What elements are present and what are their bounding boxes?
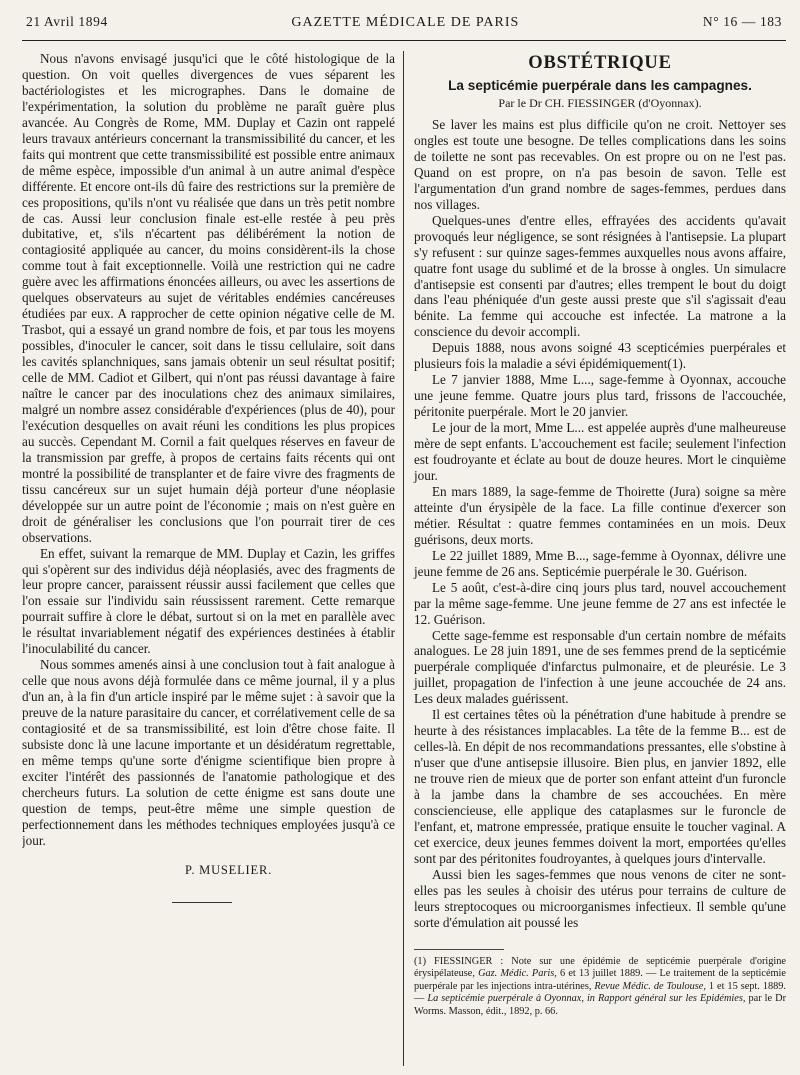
- left-column: [22, 51, 403, 1066]
- paragraph: Cette sage-femme est responsable d'un certain nombre de méfaits analogues. Le 28 juin 1891, une de ses femmes prend de la septicémie puerpérale compliquée d'infarctus pulmonaire, et de pleurésie. Le 3 juillet, propagation de l'infection à une jeune accouchée de 24 ans. Les deux malades guérissent.: [414, 627, 786, 707]
- issue-date: 21 Avril 1894: [26, 14, 108, 29]
- footnote-rule: [414, 949, 504, 950]
- paragraph: Le 7 janvier 1888, Mme L..., sage-femme à Oyonnax, accouche une jeune femme. Quatre jours plus tard, frissons de l'accouchée, péritonite puerpérale. Mort le 20 janvier.: [414, 372, 786, 420]
- paragraph: Le 5 août, c'est-à-dire cinq jours plus tard, nouvel accouchement par la même sage-femme. Une jeune femme de 27 ans est infectée le 12. Guérison.: [414, 579, 786, 627]
- footnote-text: par le Dr Worms. Masson, édit., 1892, p. 66.: [414, 993, 786, 1017]
- issue-page-number: N° 16 — 183: [702, 14, 782, 29]
- columns: [22, 51, 786, 1066]
- paragraph: Se laver les mains est plus difficile qu'on ne croit. Nettoyer ses ongles est toute une besogne. De telles complications dans les soins de toilette ne sont pas recevables. On est propre ou on ne l'est pas. Quand on est propre, on n'a pas besoin de savon. Telle est l'argumentation d'un grand nombre de sages-femmes, perdues dans nos villages.: [414, 117, 786, 212]
- paragraph: Nous sommes amenés ainsi à une conclusion tout à fait analogue à celle que nous avons déjà formulée dans ce même journal, il y a plus d'un an, à la fin d'un article inspiré par le même sujet : à savoir que la preuve de la nature parasitaire du cancer, et corrélativement celle de sa contagiosité et de sa transmissibilité, est loin d'être chose faite. Il subsiste donc là une lacune importante et un désidératum regrettable, en même temps qu'une sorte d'énigme scientifique bien propre à exciter l'intérêt des passionnés de l'anatomie pathologique et des chercheurs futurs. La solution de cette énigme est sans doute une question de temps, peut-être même une simple question de perfectionnement dans les méthodes techniques employées jusqu'à ce jour.: [22, 657, 395, 848]
- footnote-text: (1) FIESSINGER : Note sur une épidémie de septicémie puerpérale d'origine érysipélateuse,: [414, 955, 786, 980]
- paragraph: Le 22 juillet 1889, Mme B..., sage-femme à Oyonnax, délivre une jeune femme de 26 ans. Septicémie puerpérale le 30. Guérison.: [414, 547, 786, 579]
- footnote-ref: Revue Médic. de Toulouse,: [594, 980, 706, 992]
- paragraph: En effet, suivant la remarque de MM. Duplay et Cazin, les griffes qui s'opèrent sur des individus déjà néoplasiés, avec des fragments de leur propre cancer, paraissent réussir aussi facilement que celles que l'on essaie sur l'individu sain réussissent rarement. Cette remarque pourrait suffire à clore le débat, surtout si on la met en parallèle avec le résultat invariablement négatif des expériences destinées à établir l'inoculabilité du cancer.: [22, 545, 395, 657]
- paragraph: En mars 1889, la sage-femme de Thoirette (Jura) soigne sa mère atteinte d'un érysipèle de la face. La fille continue d'exercer son métier. Résultat : quatre femmes contaminées en un mois. Deux guérisons, deux morts.: [414, 483, 786, 547]
- page-header: [22, 14, 786, 41]
- article-title: La septicémie puerpérale dans les campagnes.: [448, 78, 752, 93]
- paragraph: Le jour de la mort, Mme L... est appelée auprès d'une malheureuse mère de sept enfants. L'accouchement est facile; seulement l'infection est foudroyante et éclate au bout de douze heures. Mort le cinquième jour.: [414, 420, 786, 483]
- author-signature: P. MUSELIER.: [184, 862, 273, 877]
- end-rule: [172, 902, 232, 903]
- article-byline: Par le Dr CH. FIESSINGER (d'Oyonnax).: [498, 96, 702, 110]
- footnote-text: 1 et 15 sept. 1889. —: [414, 980, 786, 1005]
- paragraph: Quelques-unes d'entre elles, effrayées des accidents qu'avait provoqués leur négligence, se sont résignées à l'antisepsie. La plupart s'y refusent : sur quinze sages-femmes auxquelles nous avons affaire, quatre font usage du sublimé et de la brosse à ongles. Un simulacre d'antisepsie est consenti par d'autres; elles trempent le bout du doigt dans l'eau phéniquée d'un geste aussi preste que s'il s'agissait d'eau bénite. La femme qui accouche est infectée. La matrone a la conscience du devoir accompli.: [414, 212, 786, 340]
- paragraph: Nous n'avons envisagé jusqu'ici que le côté histologique de la question. On voit quelles divergences de vues séparent les bactériologistes et les micrographes. Dans le domaine de l'expérimentation, la solution du problème ne paraît guère plus avancée. Au Congrès de Rome, MM. Duplay et Cazin ont rappelé leurs travaux antérieurs concernant la transmissibilité du cancer, et les faits qui montrent que cette transmissibilité est possible entre animaux de même espèce, impossible d'un animal à un autre animal d'espèce différente. Et encore ont-ils dû faire des restrictions sur la première de ces propositions, qu'ils n'ont vu réalisée que dans un très petit nombre de cas. Aussi leur conclusion finale est-elle restée à peu près dubitative, et, s'ils n'écartent pas délibérément la notion de contagiosité appliquée au cancer, du moins considèrent-ils la chose comme tout à fait exceptionnelle. Voilà une restriction qui ne cadre guère avec les affirmations énoncées ailleurs, ou avec les assertions de quelques observateurs au sujet de véritables endémies cancéreuses étudiées par eux. A rapprocher de cette opinion négative celle de M. Trasbot, qui a essayé un grand nombre de fois, et par tous les moyens possibles, d'inoculer le cancer, soit dans le tissu cellulaire, soit dans les cavités splanchniques, sans jamais obtenir un seul résultat positif; celle de MM. Cadiot et Gilbert, qui n'ont pas réussi davantage à faire naître le cancer par des inoculations chez des animaux similaires, malgré un nombre assez considérable d'expériences (plus de 40), pour l'exécution desquelles on avait réuni les conditions les plus propices au succès. Cependant M. Cornil a fait quelques réserves en faveur de la transmission par greffe, à propos de certains faits récents qui ont montré la possibilité de transplanter et de faire vivre des fragments de tissu cancéreux sur un sujet humain déjà porteur d'une néoplasie développée sur un autre point de l'économie ; mais on n'est guère en droit de généraliser les conclusions que l'on pourrait tirer de ces observations.: [22, 51, 395, 545]
- paragraph: Depuis 1888, nous avons soigné 43 scepticémies puerpérales et plusieurs fois la maladie a sévi épidémiquement(1).: [414, 340, 786, 372]
- right-column: [403, 51, 786, 1066]
- footnote-text: 6 et 13 juillet 1889. — Le traitement de la septicémie puerpérale par les injections intra-utérines,: [414, 968, 786, 992]
- journal-title: GAZETTE MÉDICALE DE PARIS: [291, 15, 520, 30]
- paragraph: Aussi bien les sages-femmes que nous venons de citer ne sont-elles pas les seules à choisir des utérus pour terrains de culture de leurs streptocoques ou microorganismes infectieux. Il semble qu'une sorte d'émulation ait poussé les: [414, 866, 786, 930]
- footnote-ref: La septicémie puerpérale à Oyonnax, in Rapport général sur les Epidémies,: [427, 993, 746, 1005]
- paragraph: Il est certaines têtes où la pénétration d'une habitude à prendre se heurte à des résistances implacables. La tête de la femme B... est de celles-là. En dépit de nos recommandations pressantes, elle s'obstine à n'user que d'une antisepsie illusoire. Bien plus, en janvier 1892, elle ne trouve rien de mieux que de porter son enfant atteint d'un furoncle à la jambe dans la chambre de ses accouchées. En mère consciencieuse, elle applique des cataplasmes sur le furoncle de l'enfant, et, matrone empressée, pratique ensuite le toucher vaginal. A cet exercice, deux jeunes femmes doivent la mort, emportées qu'elles sont par des péritonites foudroyantes, à quelques jours d'intervalle.: [414, 707, 786, 866]
- footnote-ref: Gaz. Médic. Paris,: [478, 968, 557, 980]
- footnote: [414, 956, 786, 1019]
- section-title: OBSTÉTRIQUE: [528, 53, 672, 73]
